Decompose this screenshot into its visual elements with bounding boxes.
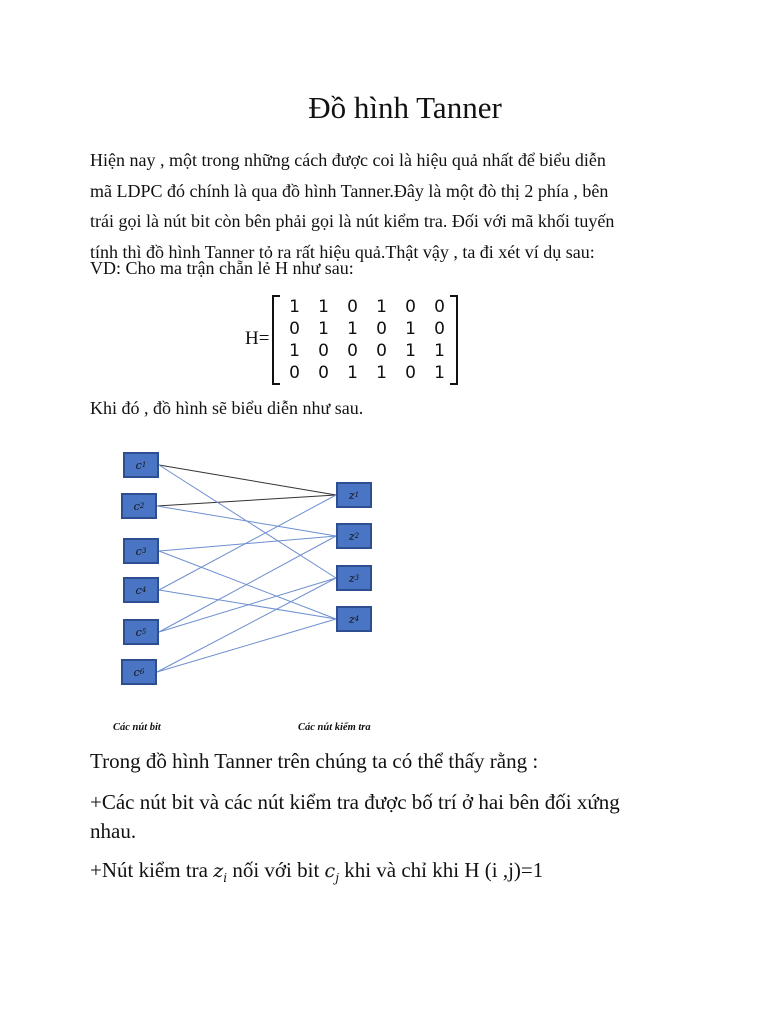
example-intro: VD: Cho ma trận chẵn lẻ H như sau: <box>90 258 354 278</box>
matrix-cell: 1 <box>405 319 416 339</box>
caption-bit-nodes: Các nút bit <box>113 722 161 733</box>
caption-check-nodes: Các nút kiểm tra <box>298 722 371 733</box>
matrix-cell: 1 <box>376 297 387 317</box>
tanner-edge <box>159 590 336 619</box>
conclusion-line-2: +Các nút bit và các nút kiểm tra được bố trí ở hai bên đối xứng <box>90 790 620 814</box>
bit-node: c 2 <box>121 493 157 519</box>
matrix-cell: 0 <box>289 363 300 383</box>
matrix-cell: 0 <box>318 341 329 361</box>
diagram-lead: Khi đó , đồ hình sẽ biểu diễn như sau. <box>90 398 364 418</box>
tanner-edge <box>159 495 336 590</box>
matrix-cell: 1 <box>376 363 387 383</box>
tanner-edge <box>157 495 336 506</box>
matrix-cell: 0 <box>434 297 445 317</box>
var-z: $z_i$ <box>213 860 228 885</box>
bit-node: c 4 <box>123 577 159 603</box>
bit-node: c 3 <box>123 538 159 564</box>
matrix-cell: 0 <box>347 341 358 361</box>
conclusion-point-1 <box>90 788 710 846</box>
bit-node: c 6 <box>121 659 157 685</box>
matrix-cell: 0 <box>347 297 358 317</box>
tanner-edge <box>157 578 336 672</box>
check-node: z 1 <box>336 482 372 508</box>
matrix-row <box>280 341 454 363</box>
matrix-cell: 0 <box>376 341 387 361</box>
conclusion-line-4-mid: nối với bit <box>227 858 325 882</box>
matrix-cell: 1 <box>318 297 329 317</box>
bit-node: c 1 <box>123 452 159 478</box>
check-node: z 4 <box>336 606 372 632</box>
matrix-cell: 1 <box>347 363 358 383</box>
matrix-cell: 1 <box>289 297 300 317</box>
tanner-edges <box>0 440 768 740</box>
conclusion-line-1: Trong đồ hình Tanner trên chúng ta có thể thấy rằng : <box>90 749 539 773</box>
tanner-edge <box>159 536 336 632</box>
matrix-cell: 1 <box>434 363 445 383</box>
matrix-row <box>280 297 454 319</box>
matrix-row <box>280 363 454 385</box>
intro-line-4: tính thì đồ hình Tanner tỏ ra rất hiệu quả.Thật vậy , ta đi xét ví dụ sau: <box>90 241 595 262</box>
bit-node: c 5 <box>123 619 159 645</box>
matrix-cell: 0 <box>405 363 416 383</box>
matrix-cell: 0 <box>405 297 416 317</box>
conclusion-point-2 <box>90 856 710 893</box>
matrix-cell: 1 <box>347 319 358 339</box>
tanner-graph <box>0 440 768 740</box>
matrix-cell: 0 <box>289 319 300 339</box>
matrix-cell: 1 <box>405 341 416 361</box>
check-node: z 2 <box>336 523 372 549</box>
check-node: z 3 <box>336 565 372 591</box>
intro-line-2: mã LDPC đó chính là qua đồ hình Tanner.Đây là một đò thị 2 phía , bên <box>90 180 609 201</box>
intro-line-1: Hiện nay , một trong những cách được coi là hiệu quả nhất để biểu diễn <box>90 150 606 170</box>
matrix-cell: 0 <box>376 319 387 339</box>
matrix-cell: 0 <box>434 319 445 339</box>
matrix-cell: 1 <box>318 319 329 339</box>
matrix-label: H= <box>245 328 270 349</box>
matrix-row <box>280 319 454 341</box>
intro-line-3: trái gọi là nút bit còn bên phải gọi là nút kiểm tra. Đối với mã khối tuyến <box>90 211 615 231</box>
tanner-edge <box>159 465 336 495</box>
tanner-edge <box>159 536 336 551</box>
parity-check-matrix <box>272 295 458 385</box>
intro-paragraph <box>90 145 690 267</box>
matrix-cell: 1 <box>434 341 445 361</box>
conclusion-line-4-pre: +Nút kiểm tra <box>90 858 214 882</box>
var-c: $c_j$ <box>324 860 339 885</box>
matrix-cell: 1 <box>289 341 300 361</box>
page-title: Đồ hình Tanner <box>308 90 502 125</box>
conclusion-line-3: nhau. <box>90 819 137 843</box>
tanner-edge <box>157 619 336 672</box>
conclusion-line-4-post: khi và chỉ khi H (i ,j)=1 <box>338 858 544 882</box>
matrix-cell: 0 <box>318 363 329 383</box>
